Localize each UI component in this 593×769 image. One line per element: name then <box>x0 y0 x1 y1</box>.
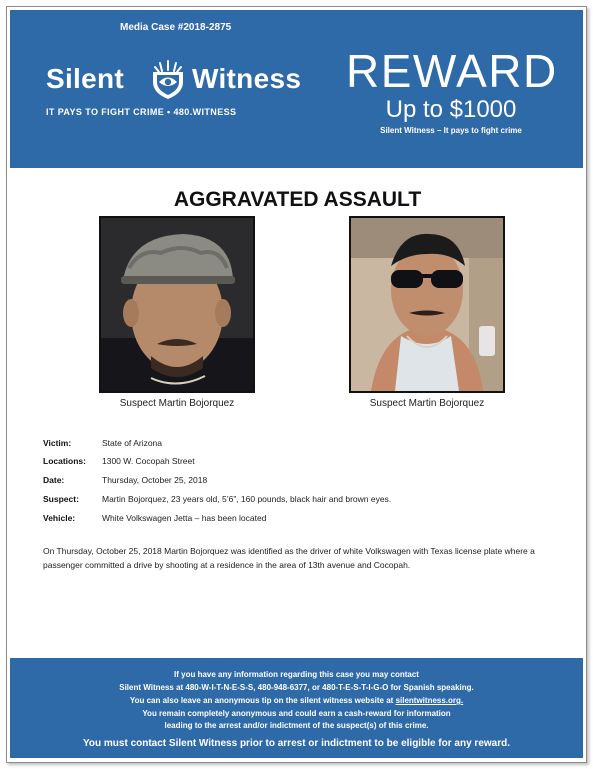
footer-line-2: Silent Witness at 480-W-I-T-N-E-S-S, 480-948-6377, or 480-T-E-S-T-I-G-O for Spanish speaking. <box>119 683 474 692</box>
detail-label: Victim: <box>43 438 72 448</box>
tagline: IT PAYS TO FIGHT CRIME • 480.WITNESS <box>46 107 237 117</box>
suspect-caption-1: Suspect Martin Bojorquez <box>119 398 235 409</box>
footer-band <box>10 658 583 758</box>
detail-label: Locations: <box>43 456 86 466</box>
case-narrative: On Thursday, October 25, 2018 Martin Bojorquez was identified as the driver of white Volkswagen with Texas license plate where a passenger committed a drive by shooting at a residence in the area of 13th avenue and Cocopah. <box>43 546 535 570</box>
reward-subline: Silent Witness – It pays to fight crime <box>380 126 522 135</box>
suspect-photo-2 <box>349 216 505 393</box>
reward-heading: REWARD <box>346 45 558 97</box>
crime-title: AGGRAVATED ASSAULT <box>173 188 422 211</box>
detail-value: White Volkswagen Jetta – has been located <box>102 513 267 523</box>
detail-value: 1300 W. Cocopah Street <box>102 456 195 466</box>
footer-line-4: You remain completely anonymous and could earn a cash-reward for information <box>142 709 451 718</box>
suspect-photo-1 <box>99 216 255 393</box>
flyer <box>6 6 587 763</box>
footer-line-5: leading to the arrest and/or indictment of the suspect(s) of this crime. <box>164 721 429 730</box>
footer-line-3 <box>10 696 583 705</box>
header-band <box>10 10 583 168</box>
detail-value: State of Arizona <box>102 438 163 448</box>
eye-emblem-icon <box>150 60 186 100</box>
detail-value: Martin Bojorquez, 23 years old, 5’6”, 160 pounds, black hair and brown eyes. <box>102 494 392 504</box>
detail-value: Thursday, October 25, 2018 <box>102 475 208 485</box>
website-link[interactable]: silentwitness.org. <box>395 696 464 705</box>
silent-witness-logo <box>46 60 318 110</box>
logo-word-witness: Witness <box>192 63 302 94</box>
suspect-caption-2: Suspect Martin Bojorquez <box>369 398 485 409</box>
detail-label: Date: <box>43 475 65 485</box>
detail-label: Vehicle: <box>43 513 76 523</box>
footer-final-notice: You must contact Silent Witness prior to arrest or indictment to be eligible for any reward. <box>82 738 511 749</box>
media-case-number: Media Case #2018-2875 <box>120 22 232 33</box>
detail-label: Suspect: <box>43 494 79 504</box>
reward-amount: Up to $1000 <box>385 96 517 123</box>
footer-line-3-text: You can also leave an anonymous tip on the silent witness website at <box>129 696 394 705</box>
logo-word-silent: Silent <box>46 63 125 94</box>
footer-line-1: If you have any information regarding this case you may contact <box>174 670 419 679</box>
